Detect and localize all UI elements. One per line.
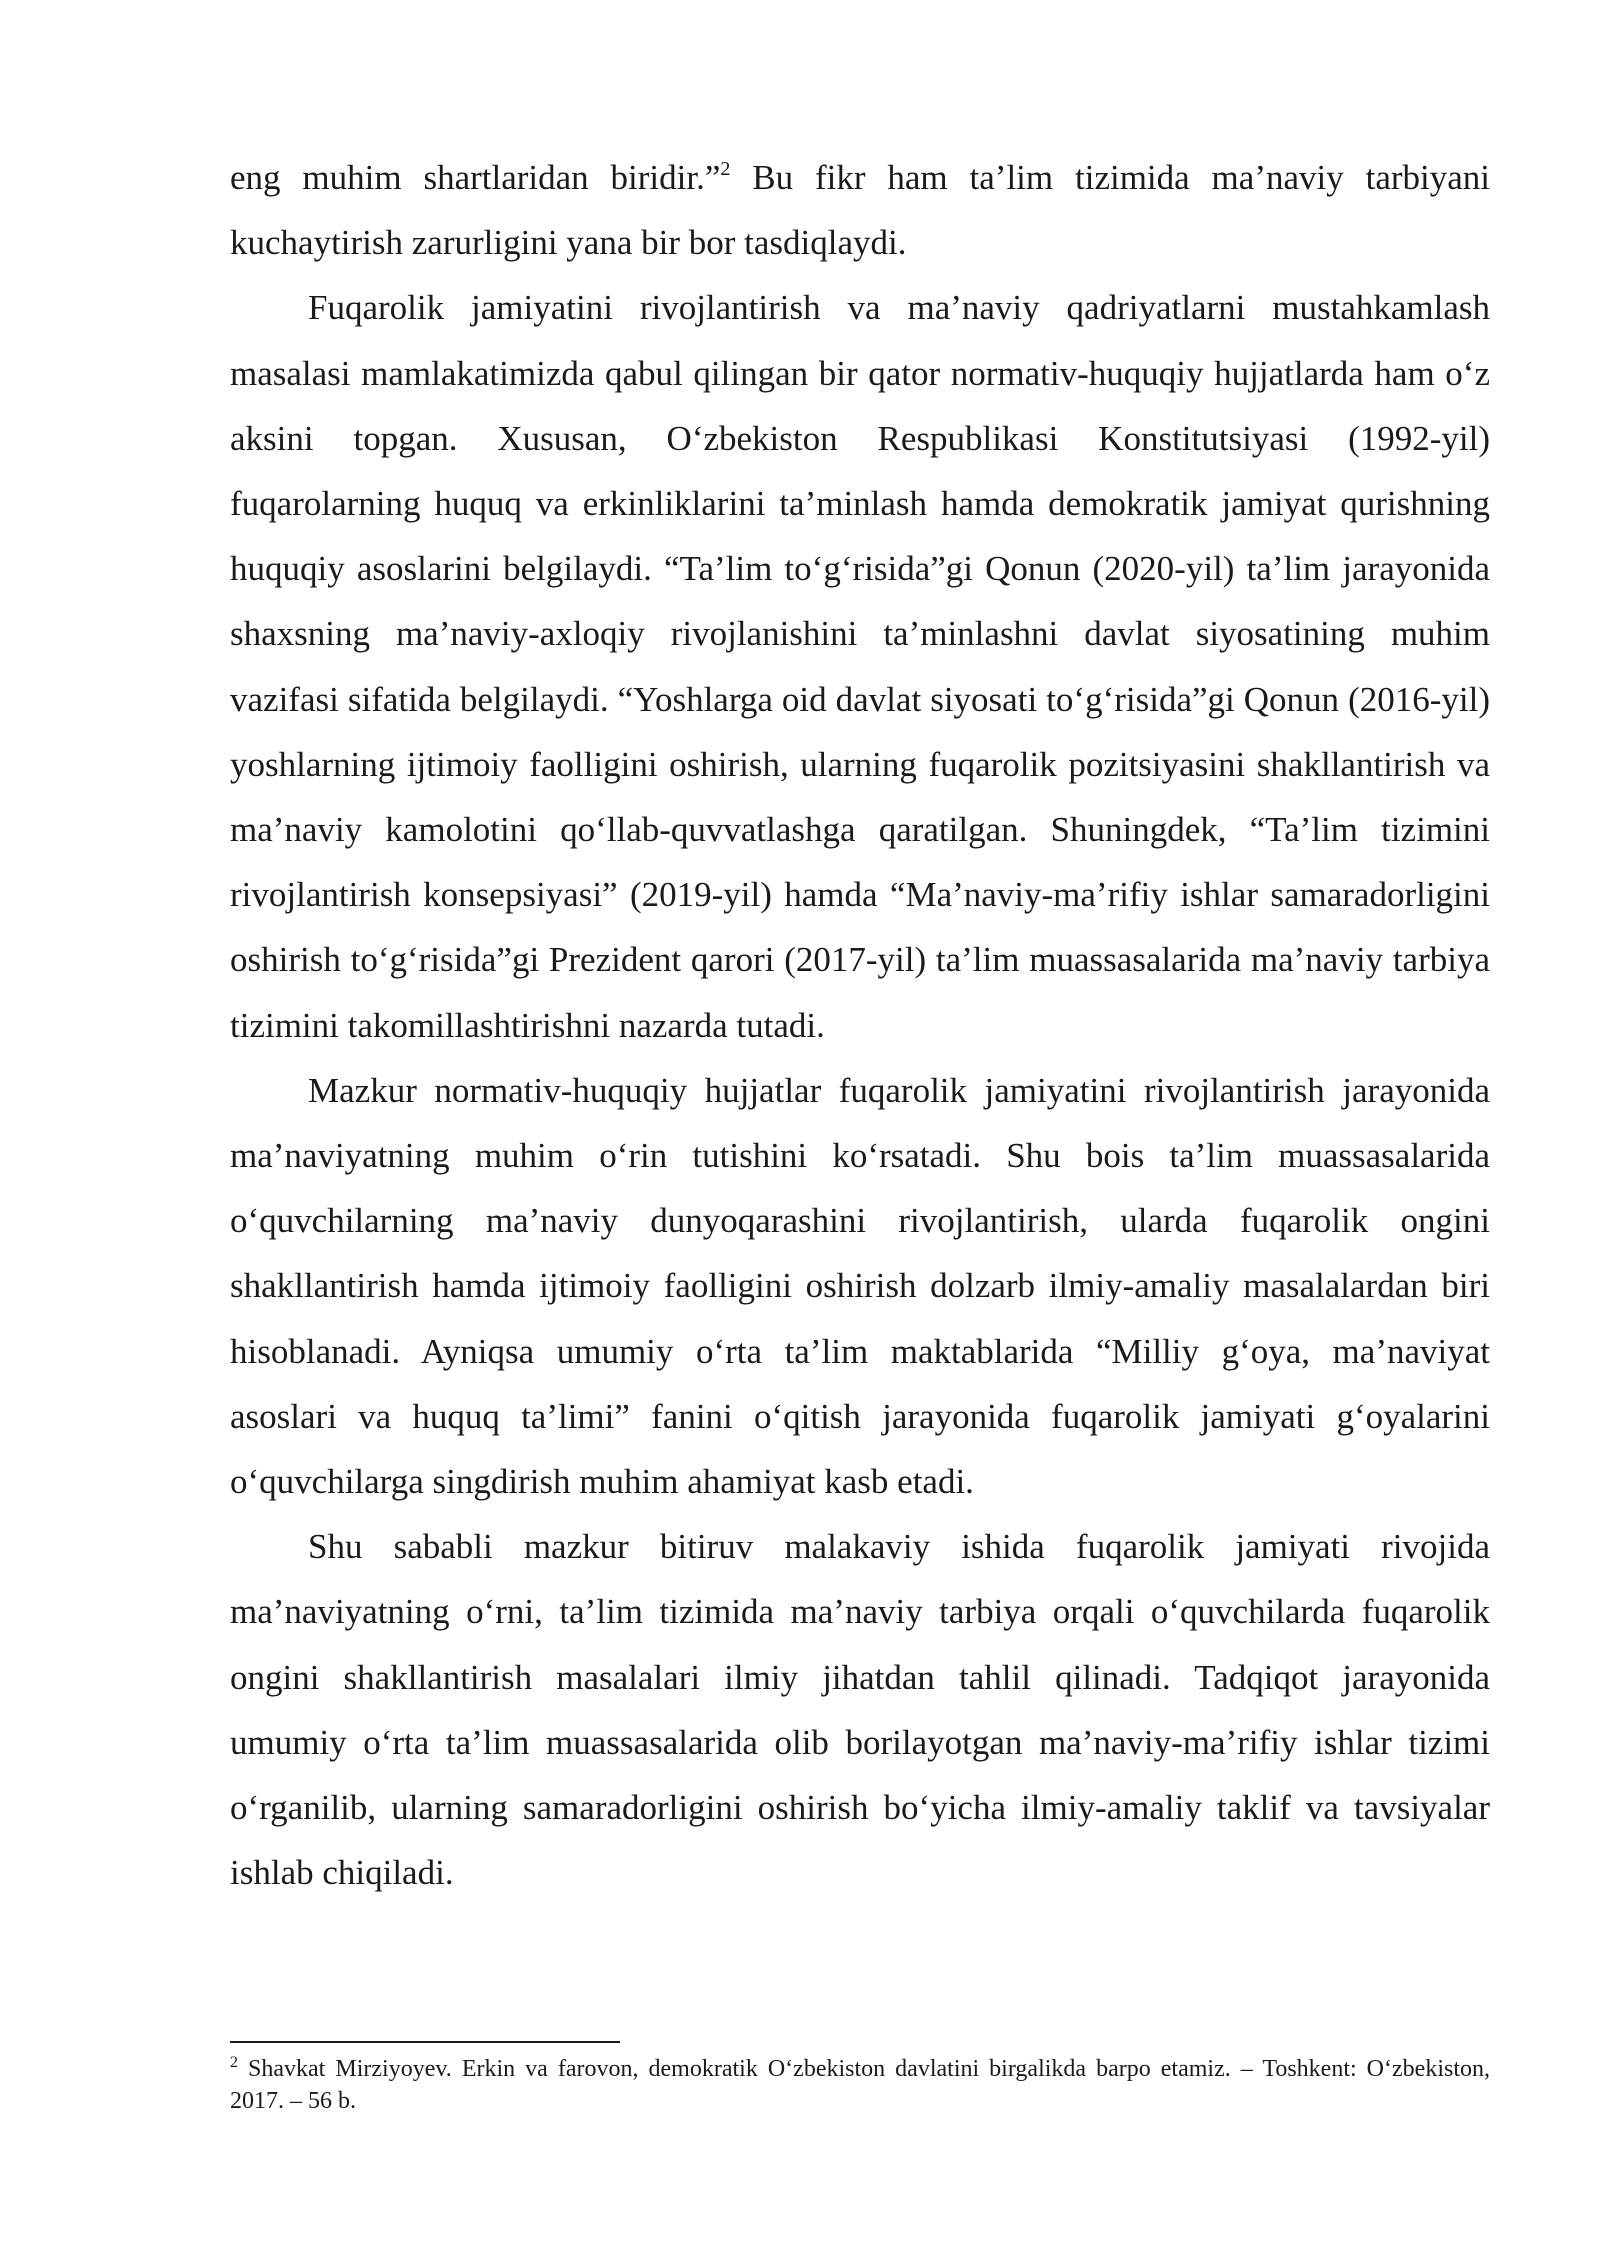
footnote-number: 2 <box>230 2054 238 2071</box>
footnote <box>230 2053 1490 2117</box>
paragraph: Fuqarolik jamiyatini rivojlantirish va ma’naviy qadriyatlarni mustahkamlash masalasi mamlakatimizda qabul qilingan bir qator normativ-huquqiy hujjatlarda ham o‘z aksini topgan. Xususan, O‘zbekiston Respublikasi Konstitutsiyasi (1992-yil) fuqarolarning huquq va erkinliklarini ta’minlash hamda demokratik jamiyat qurishning huquqiy asoslarini belgilaydi. “Ta’lim to‘g‘risida”gi Qonun (2020-yil) ta’lim jarayonida shaxsning ma’naviy-axloqiy rivojlanishini ta’minlashni davlat siyosatining muhim vazifasi sifatida belgilaydi. “Yoshlarga oid davlat siyosati to‘g‘risida”gi Qonun (2016-yil) yoshlarning ijtimoiy faolligini oshirish, ularning fuqarolik pozitsiyasini shakllantirish va ma’naviy kamolotini qo‘llab-quvvatlashga qaratilgan. Shuningdek, “Ta’lim tizimini rivojlantirish konsepsiyasi” (2019-yil) hamda “Ma’naviy-ma’rifiy ishlar samaradorligini oshirish to‘g‘risida”gi Prezident qarori (2017-yil) ta’lim muassasalarida ma’naviy tarbiya tizimini takomillashtirishni nazarda tutadi. <box>230 288 1490 1045</box>
paragraph-text: eng muhim shartlaridan biridir.” <box>230 158 721 197</box>
footnote-text: Shavkat Mirziyoyev. Erkin va farovon, demokratik O‘zbekiston davlatini birgalikda barpo etamiz. – Toshkent: O‘zbekiston, 2017. – 56 b. <box>230 2056 1490 2114</box>
paragraph: Shu sababli mazkur bitiruv malakaviy ishida fuqarolik jamiyati rivojida ma’naviyatning o‘rni, ta’lim tizimida ma’naviy tarbiya orqali o‘quvchilarda fuqarolik ongini shakllantirish masalalari ilmiy jihatdan tahlil qilinadi. Tadqiqot jarayonida umumiy o‘rta ta’lim muassasalarida olib borilayotgan ma’naviy-ma’rifiy ishlar tizimi o‘rganilib, ularning samaradorligini oshirish bo‘yicha ilmiy-amaliy taklif va tavsiyalar ishlab chiqiladi. <box>230 1527 1490 1893</box>
footnote-reference[interactable]: 2 <box>720 158 731 180</box>
footnote-separator <box>230 2041 620 2043</box>
paragraph: Mazkur normativ-huquqiy hujjatlar fuqarolik jamiyatini rivojlantirish jarayonida ma’naviyatning muhim o‘rin tutishini ko‘rsatadi. Shu bois ta’lim muassasalarida o‘quvchilarning ma’naviy dunyoqarashini rivojlantirish, ularda fuqarolik ongini shakllantirish hamda ijtimoiy faolligini oshirish dolzarb ilmiy-amaliy masalalardan biri hisoblanadi. Ayniqsa umumiy o‘rta ta’lim maktablarida “Milliy g‘oya, ma’naviyat asoslari va huquq ta’limi” fanini o‘qitish jarayonida fuqarolik jamiyati g‘oyalarini o‘quvchilarga singdirish muhim ahamiyat kasb etadi. <box>230 1070 1490 1502</box>
paragraph-continuation <box>230 145 1490 275</box>
body-text <box>230 145 1490 1905</box>
paragraph-text: Bu fikr ham ta’lim tizimida ma’naviy tarbiyani kuchaytirish zarurligini yana bir bor tasdiqlaydi. <box>230 158 1490 263</box>
